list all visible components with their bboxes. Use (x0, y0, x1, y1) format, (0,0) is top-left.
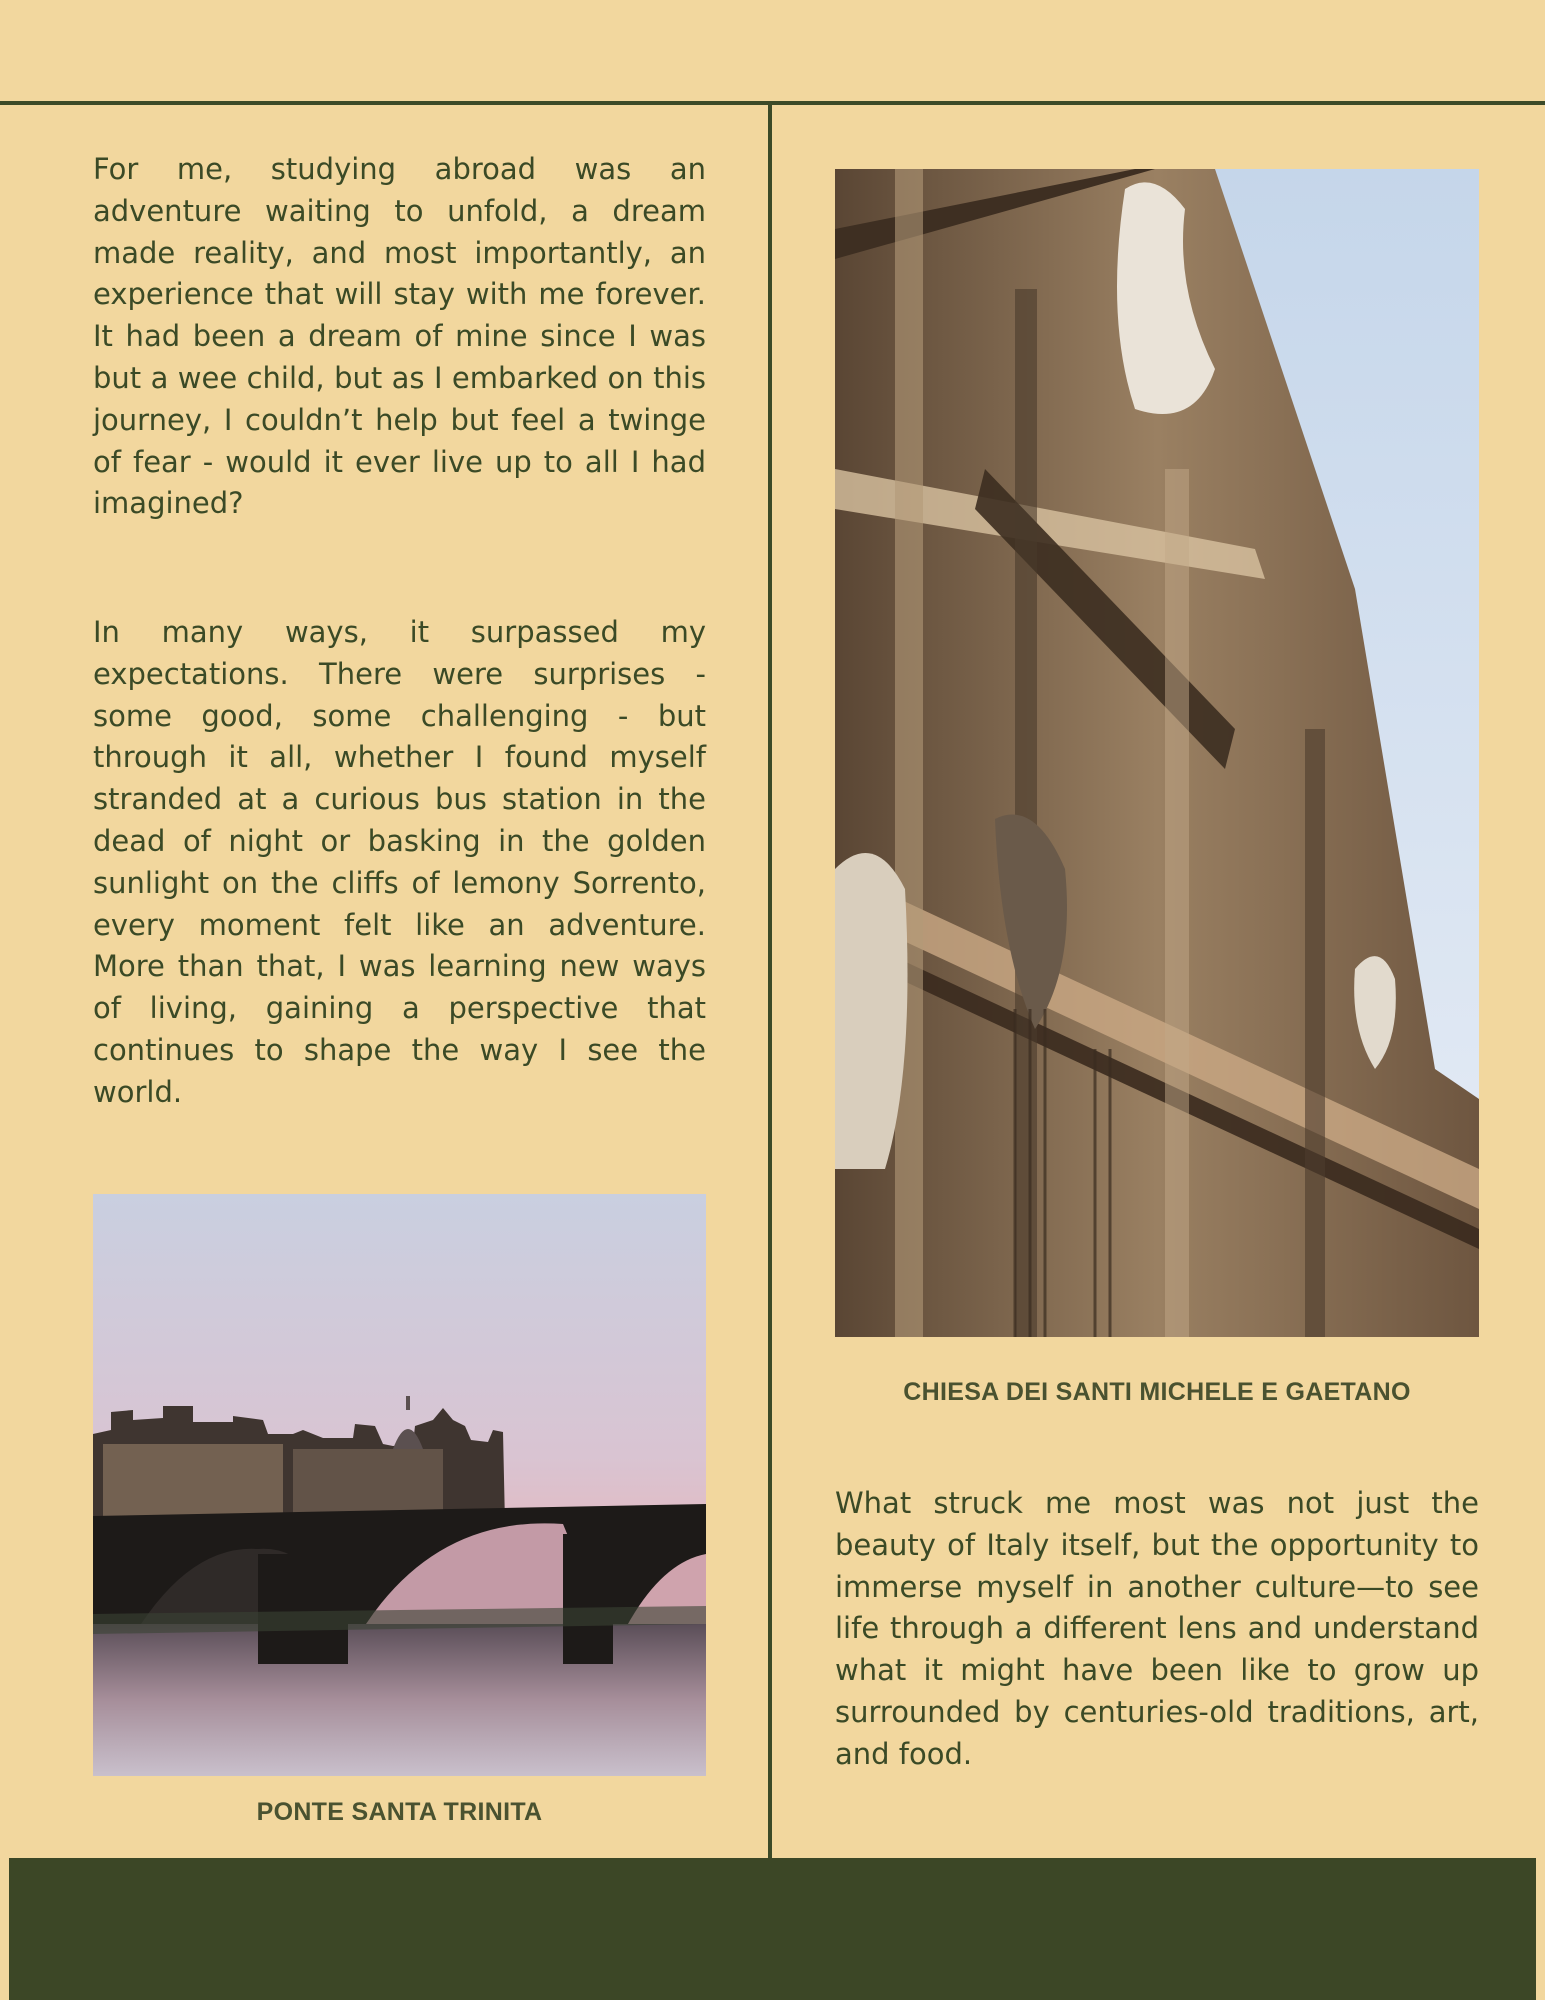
ponte-santa-trinita-photo (93, 1194, 706, 1776)
footer-band (9, 1858, 1536, 2000)
chiesa-facade-photo (835, 169, 1479, 1337)
chiesa-caption: CHIESA DEI SANTI MICHELE E GAETANO (903, 1378, 1411, 1406)
experience-paragraph: In many ways, it surpassed my expectations. There were surprises - some good, some challenging - but through it all, whether I found myself stranded at a curious bus station in the dead of night or basking in the golden sunlight on the cliffs of lemony Sorrento, every moment felt like an adventure. More than that, I was learning new ways of living, gaining a perspective that continues to shape the way I see the world. (93, 615, 706, 1109)
reflection-paragraph: What struck me most was not just the beauty of Italy itself, but the opportunity to immerse myself in another culture—to see life through a different lens and understand what it might have been like to grow up surrounded by centuries-old traditions, art, and food. (835, 1486, 1479, 1771)
intro-paragraph: For me, studying abroad was an adventure waiting to unfold, a dream made reality, and most importantly, an experience that will stay with me forever. It had been a dream of mine since I was but a wee child, but as I embarked on this journey, I couldn’t help but feel a twinge of fear - would it ever live up to all I had imagined? (93, 152, 706, 521)
top-divider (0, 101, 1545, 105)
ponte-santa-trinita-caption: PONTE SANTA TRINITA (256, 1798, 543, 1826)
column-divider (768, 103, 772, 1858)
